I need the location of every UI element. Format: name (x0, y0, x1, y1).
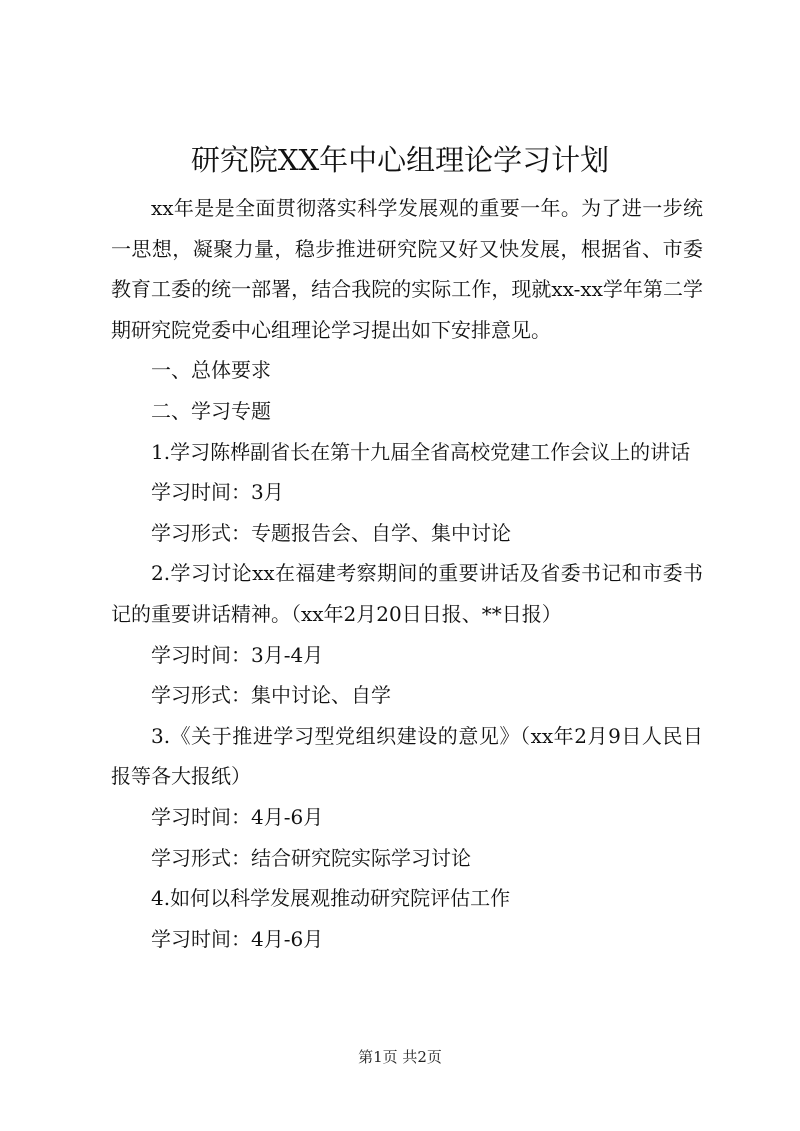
topic-1: 1.学习陈桦副省长在第十九届全省高校党建工作会议上的讲话 (151, 439, 691, 464)
topic-1-format: 学习形式：专题报告会、自学、集中讨论 (151, 520, 511, 545)
intro-paragraph: xx年是是全面贯彻落实科学发展观的重要一年。为了进一步统一思想，凝聚力量，稳步推进研究院又好又快发展，根据省、市委教育工委的统一部署，结合我院的实际工作，现就xx-xx学年第二学期研究院党委中心组理论学习提出如下安排意见。 (111, 196, 703, 342)
section-heading-overall-requirements: 一、总体要求 (151, 358, 271, 383)
section-heading-study-topics: 二、学习专题 (151, 398, 271, 423)
topic-2-time: 学习时间：3月-4月 (151, 642, 324, 667)
topic-2: 2.学习讨论xx在福建考察期间的重要讲话及省委书记和市委书记的重要讲话精神。（xx年2月20日日报、**日报） (111, 561, 703, 626)
topic-3-time: 学习时间：4月-6月 (151, 804, 324, 829)
page-footer: 第1页 共2页 (358, 1048, 442, 1066)
document-body (111, 188, 703, 959)
topic-2-format: 学习形式：集中讨论、自学 (151, 683, 391, 708)
topic-3: 3.《关于推进学习型党组织建设的意见》（xx年2月9日人民日报等各大报纸） (111, 723, 703, 789)
topic-1-time: 学习时间：3月 (151, 480, 284, 505)
document-title: 研究院XX年中心组理论学习计划 (190, 143, 610, 177)
topic-4: 4.如何以科学发展观推动研究院评估工作 (151, 886, 511, 911)
topic-4-time: 学习时间：4月-6月 (151, 926, 324, 951)
topic-3-format: 学习形式：结合研究院实际学习讨论 (151, 845, 471, 870)
